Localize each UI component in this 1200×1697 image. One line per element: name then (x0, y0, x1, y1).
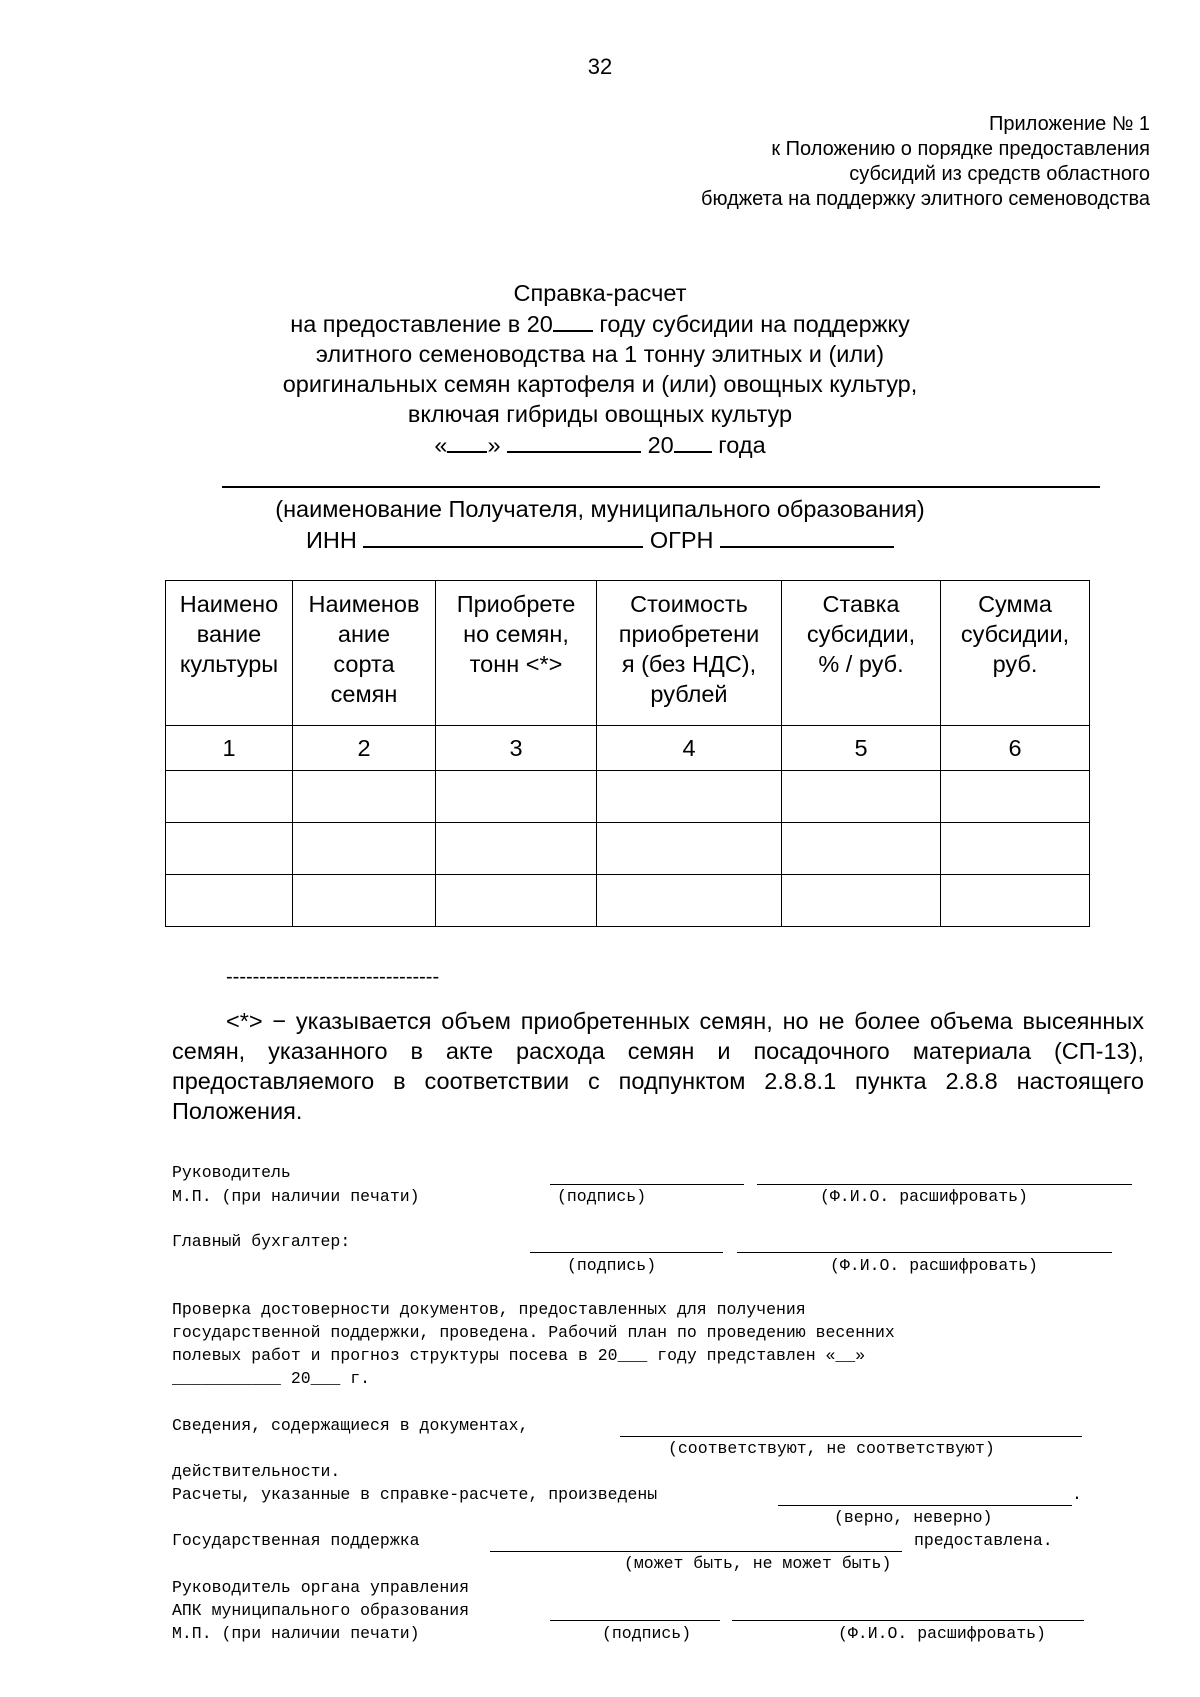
recipient-name-line (222, 486, 1100, 488)
table-cell[interactable] (597, 875, 782, 927)
calc-label: Расчеты, указанные в справке-расчете, произведены (172, 1485, 658, 1504)
validity-text: действительности. (172, 1462, 341, 1481)
head-label: Руководитель (172, 1163, 291, 1182)
table-cell[interactable] (166, 771, 293, 823)
agency-label: Руководитель органа управления (172, 1578, 470, 1597)
appendix-reference (550, 112, 1150, 212)
table-number-row (166, 726, 1090, 771)
appendix-line: Приложение № 1 (989, 113, 1150, 135)
footnote-separator: -------------------------------- (226, 966, 440, 988)
column-number: 6 (941, 726, 1090, 771)
document-title (0, 278, 1200, 460)
title-line: включая гибриды овощных культур (407, 401, 793, 427)
title-line: Справка-расчет (513, 280, 687, 306)
header-purchased: Приобрете но семян, тонн <*> (436, 581, 597, 726)
footnote-text: <*> − указывается объем приобретенных семян, но не более объема высеянных семян, указанного в акте расхода семян и посадочного материала (СП-13), предоставляемого в соответствии с подпунктом 2.8.8.1 пункта 2.8.8 настоящего Положения. (172, 1008, 1144, 1124)
header-rate: Ставка субсидии, % / руб. (782, 581, 941, 726)
date-line: « » 20 года (0, 429, 1200, 460)
calc-end: . (1072, 1485, 1082, 1504)
appendix-line: субсидий из средств областного (849, 163, 1150, 185)
inn-ogrn-line: ИНН ОГРН (0, 524, 1200, 555)
fio-caption: (Ф.И.О. расшифровать) (838, 1624, 1046, 1643)
agency-fio-line[interactable] (732, 1620, 1084, 1621)
calc-caption: (верно, неверно) (834, 1508, 993, 1527)
table-row (166, 875, 1090, 927)
check-text-line: государственной поддержки, проведена. Рабочий план по проведению весенних (172, 1323, 895, 1342)
title-line: элитного семеноводства на 1 тонну элитных и (или) (315, 341, 885, 367)
check-text-line: ___________ 20___ г. (172, 1369, 371, 1388)
accountant-label: Главный бухгалтер: (172, 1232, 351, 1251)
table-header-row (166, 581, 1090, 726)
table-cell[interactable] (166, 875, 293, 927)
table-row (166, 823, 1090, 875)
header-crop: Наимено вание культуры (166, 581, 293, 726)
check-text-line: полевых работ и прогноз структуры посева в 20___ году представлен «__» (172, 1346, 866, 1365)
fio-caption: (Ф.И.О. расшифровать) (830, 1256, 1038, 1275)
table-cell[interactable] (782, 771, 941, 823)
table-cell[interactable] (293, 875, 436, 927)
column-number: 3 (436, 726, 597, 771)
column-number: 4 (597, 726, 782, 771)
table-cell[interactable] (436, 823, 597, 875)
header-variety: Наименов ание сорта семян (293, 581, 436, 726)
title-line: оригинальных семян картофеля и (или) овощных культур, (282, 371, 918, 397)
appendix-line: к Положению о порядке предоставления (771, 138, 1150, 160)
check-text-line: Проверка достоверности документов, предоставленных для получения (172, 1300, 806, 1319)
info-label: Сведения, содержащиеся в документах, (172, 1416, 529, 1435)
signature-caption: (подпись) (557, 1187, 647, 1206)
subsidy-table (165, 580, 1090, 927)
page-number: 32 (587, 54, 613, 79)
head-fio-line[interactable] (757, 1184, 1132, 1185)
support-end: предоставлена. (914, 1531, 1053, 1550)
signature-caption: (подпись) (602, 1624, 692, 1643)
support-caption: (может быть, не может быть) (624, 1554, 892, 1573)
info-caption: (соответствуют, не соответствуют) (668, 1439, 995, 1458)
support-line[interactable] (490, 1551, 902, 1552)
table-cell[interactable] (782, 823, 941, 875)
table-cell[interactable] (597, 823, 782, 875)
fio-caption: (Ф.И.О. расшифровать) (820, 1187, 1028, 1206)
agency-signature-line[interactable] (550, 1620, 720, 1621)
head-signature-line[interactable] (550, 1184, 744, 1185)
support-label: Государственная поддержка (172, 1531, 420, 1550)
table-row (166, 771, 1090, 823)
table-cell[interactable] (293, 771, 436, 823)
accountant-fio-line[interactable] (737, 1252, 1112, 1253)
signature-caption: (подпись) (567, 1256, 657, 1275)
recipient-caption: (наименование Получателя, муниципального образования) (275, 496, 925, 522)
column-number: 2 (293, 726, 436, 771)
column-number: 5 (782, 726, 941, 771)
table-cell[interactable] (782, 875, 941, 927)
agency-label: АПК муниципального образования (172, 1601, 470, 1620)
accountant-signature-line[interactable] (530, 1252, 723, 1253)
table-cell[interactable] (293, 823, 436, 875)
column-number: 1 (166, 726, 293, 771)
table-cell[interactable] (597, 771, 782, 823)
table-cell[interactable] (941, 875, 1090, 927)
seal-label: М.П. (при наличии печати) (172, 1187, 420, 1206)
seal-label: М.П. (при наличии печати) (172, 1624, 420, 1643)
table-cell[interactable] (436, 771, 597, 823)
table-cell[interactable] (941, 823, 1090, 875)
footnote (172, 1006, 1144, 1126)
title-line: на предоставление в 20 году субсидии на поддержку (0, 308, 1200, 339)
table-cell[interactable] (166, 823, 293, 875)
recipient-block (0, 494, 1200, 555)
table-cell[interactable] (436, 875, 597, 927)
header-amount: Сумма субсидии, руб. (941, 581, 1090, 726)
header-cost: Стоимость приобретени я (без НДС), рублей (597, 581, 782, 726)
table-cell[interactable] (941, 771, 1090, 823)
calc-line[interactable] (778, 1505, 1072, 1506)
info-line[interactable] (620, 1436, 1082, 1437)
appendix-line: бюджета на поддержку элитного семеноводства (701, 188, 1150, 210)
